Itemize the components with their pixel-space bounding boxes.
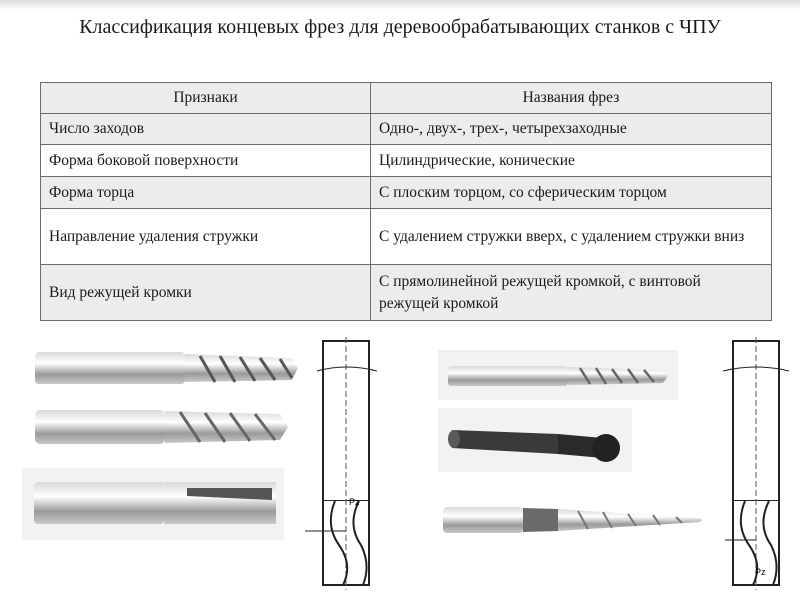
feature-cell: Форма торца	[41, 177, 371, 209]
straight-flute-photo-frame	[22, 468, 284, 540]
thin-spiral-photo-frame	[438, 350, 678, 400]
names-cell: С плоским торцом, со сферическим торцом	[371, 177, 772, 209]
feature-cell: Форма боковой поверхности	[41, 145, 371, 177]
table-row	[41, 114, 772, 145]
end-mill-schematic-left	[305, 335, 385, 595]
feature-cell: Вид режущей кромки	[41, 265, 371, 321]
ball-nose-end-mill-photo	[438, 408, 632, 472]
table-row	[41, 177, 772, 209]
names-cell: С удалением стружки вверх, с удалением стружки вниз	[371, 209, 772, 265]
header-features: Признаки	[41, 83, 371, 114]
classification-table	[40, 82, 772, 321]
tapered-end-mill-photo	[438, 495, 708, 545]
straight-flute-end-mill-photo	[22, 468, 284, 540]
names-cell: С прямолинейной режущей кромкой, с винтовой режущей кромкой	[371, 265, 772, 321]
table-header-row	[41, 83, 772, 114]
top-decoration-bar	[0, 0, 800, 10]
ball-nose-photo-frame	[438, 408, 632, 472]
names-cell: Цилиндрические, конические	[371, 145, 772, 177]
force-label: Pz	[349, 497, 360, 507]
table-row	[41, 145, 772, 177]
header-names: Названия фрез	[371, 83, 772, 114]
force-label: Pz	[755, 567, 766, 577]
table-row	[41, 265, 772, 321]
feature-cell: Направление удаления стружки	[41, 209, 371, 265]
four-flute-end-mill-photo	[30, 402, 290, 452]
table-row	[41, 209, 772, 265]
slide-title: Классификация концевых фрез для деревообрабатывающих станков с ЧПУ	[79, 16, 721, 38]
thin-spiral-end-mill-photo	[438, 350, 678, 400]
end-mill-schematic-right	[715, 335, 795, 595]
names-cell: Одно-, двух-, трех-, четырехзаходные	[371, 114, 772, 145]
feature-cell: Число заходов	[41, 114, 371, 145]
spiral-end-mill-photo	[30, 340, 300, 395]
